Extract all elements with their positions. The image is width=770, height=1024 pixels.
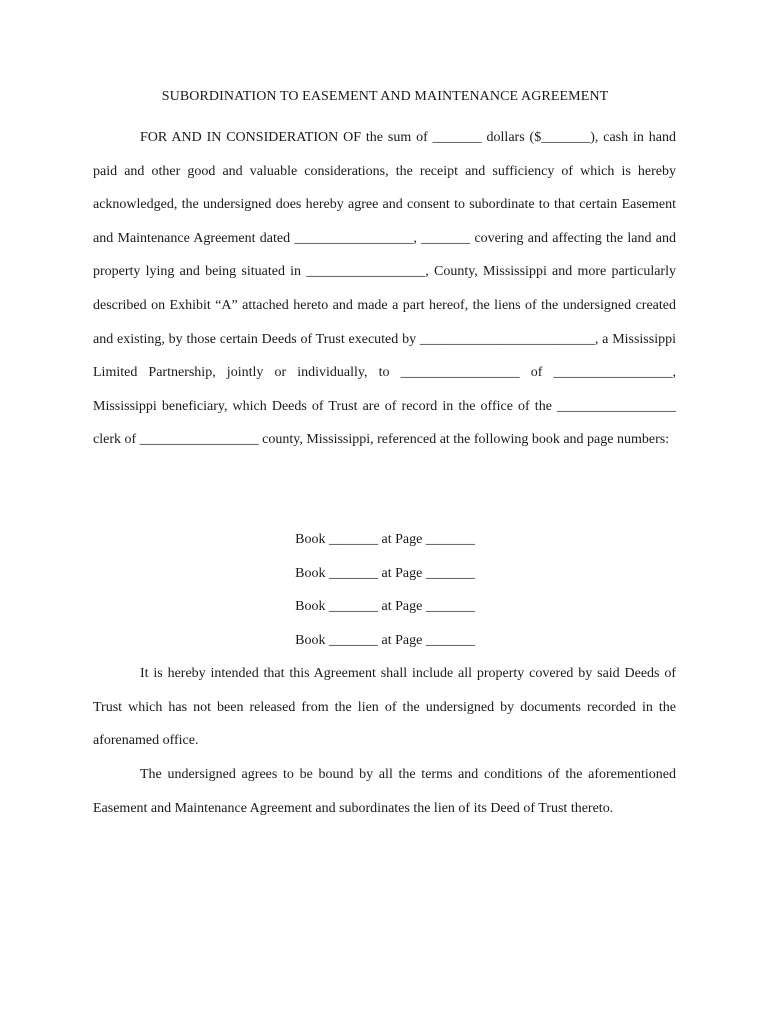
document-title: SUBORDINATION TO EASEMENT AND MAINTENANCE AGREEMENT	[161, 89, 609, 104]
book-page-entry: Book _______ at Page _______	[295, 599, 475, 614]
consideration-paragraph: FOR AND IN CONSIDERATION OF the sum of _______ dollars ($_______), cash in hand paid and other good and valuable considerations, the receipt and sufficiency of which is hereby acknowledged, the undersigned does hereby agree and consent to subordinate to that certain Easement and Maintenance Agreement dated _________________, _______ covering and affecting the land and property lying and being situated in _________________, County, Mississippi and more particularly described on Exhibit “A” attached hereto and made a part hereof, the liens of the undersigned created and existing, by those certain Deeds of Trust executed by _________________________, a Mississippi Limited Partnership, jointly or individually, to _________________ of _________________, Mississippi beneficiary, which Deeds of Trust are of record in the office of the _________________ clerk of _________________ county, Mississippi, referenced at the following book and page numbers:	[93, 130, 676, 448]
book-page-entry: Book _______ at Page _______	[295, 565, 475, 581]
book-page-list	[0, 523, 770, 657]
book-page-entry: Book _______ at Page _______	[295, 632, 475, 648]
book-page-entry: Book _______ at Page _______	[295, 532, 475, 547]
intent-paragraph: It is hereby intended that this Agreement shall include all property covered by said Deeds of Trust which has not been released from the lien of the undersigned by documents recorded in the aforenamed office.	[93, 666, 676, 749]
agreement-paragraph: The undersigned agrees to be bound by all the terms and conditions of the aforementioned Easement and Maintenance Agreement and subordinates the lien of its Deed of Trust thereto.	[93, 767, 676, 816]
